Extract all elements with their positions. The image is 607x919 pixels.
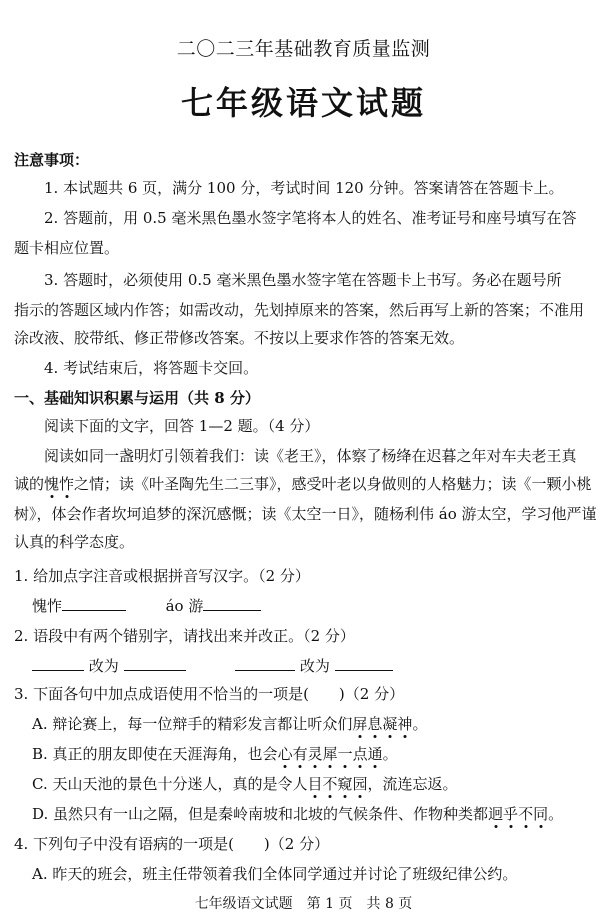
dotted-idiom-d [488, 805, 548, 823]
passage-line-1: 阅读如同一盏明灯引领着我们：读《老王》，体察了杨绛在迟暮之年对车夫老王真 [44, 447, 577, 465]
passage-text: 之情；读《叶圣陶先生二三事》，感受叶老以身做则的人格魅力；读《一颗小桃 [74, 475, 592, 493]
exam-subtitle: 二〇二三年基础教育质量监测 [176, 38, 431, 60]
emphasis-char: 神 [397, 715, 413, 733]
note-item-3: 3. 答题时，必须使用 0.5 毫米黑色墨水签字笔在答题卡上书写。务必在题号所 [44, 271, 562, 289]
question-3-stem: 3. 下面各句中加点成语使用不恰当的一项是( )（2 分） [14, 685, 405, 703]
note-item-3-cont1: 指示的答题区域内作答；如需改动，先划掉原来的答案，然后再写上新的答案；不准用 [14, 301, 585, 319]
q1-word-1: 愧怍 [32, 597, 63, 615]
q3-option-d [14, 804, 594, 824]
emphasis-char: 愧 [44, 475, 60, 493]
emphasis-char: 一 [337, 745, 353, 763]
option-text: D. 虽然只有一山之隔，但是秦岭南坡和北坡的气候条件、作物种类都 [32, 805, 489, 823]
passage-line-3: 树》，体会作者坎坷追梦的深沉感慨；读《太空一日》，随杨利伟 áo 游太空，学习他严谨 [14, 505, 597, 523]
q1-blank-1[interactable] [62, 596, 126, 611]
notes-heading: 注意事项： [14, 151, 90, 169]
emphasis-char: 息 [367, 715, 383, 733]
q2-change-label-1: 改为 [88, 657, 119, 675]
emphasis-char: 心 [277, 745, 293, 763]
question-2-stem: 2. 语段中有两个错别字，请找出来并改正。（2 分） [14, 627, 355, 645]
option-text: B. 真正的朋友即使在天涯海角，也会 [32, 745, 278, 763]
note-item-2-cont: 题卡相应位置。 [14, 239, 120, 257]
emphasis-char: 凝 [382, 715, 398, 733]
q2-blank-1[interactable] [32, 656, 84, 671]
option-text: 。 [548, 805, 564, 823]
exam-title: 七年级语文试题 [180, 84, 426, 122]
q1-blank-2[interactable] [203, 596, 261, 611]
note-item-1: 1. 本试题共 6 页，满分 100 分，考试时间 120 分钟。答案请答在答题卡上。 [44, 179, 564, 197]
emphasis-char: 迥 [488, 805, 504, 823]
emphasis-char: 屏 [352, 715, 368, 733]
note-item-2: 2. 答题前，用 0.5 毫米黑色墨水签字笔将本人的姓名、准考证号和座号填写在答 [44, 209, 577, 227]
q2-blank-2[interactable] [124, 656, 186, 671]
question-1-answers [14, 596, 594, 616]
option-text: A. 辩论赛上，每一位辩手的精彩发言都让听众们 [32, 715, 353, 733]
emphasis-char: 不 [322, 775, 338, 793]
emphasis-char: 通 [367, 745, 383, 763]
question-1-stem: 1. 给加点字注音或根据拼音写汉字。（2 分） [14, 567, 310, 585]
section-1-heading: 一、基础知识积累与运用（共 8 分） [14, 389, 260, 407]
emphasis-char: 灵 [307, 745, 323, 763]
note-item-4: 4. 考试结束后，将答题卡交回。 [44, 359, 259, 377]
emphasis-char: 点 [352, 745, 368, 763]
q2-change-label-2: 改为 [299, 657, 330, 675]
q2-blank-4[interactable] [335, 656, 393, 671]
passage-line-4: 认真的科学态度。 [14, 533, 135, 551]
option-text: C. 天山天池的景色十分迷人，真的是令人 [32, 775, 308, 793]
option-text: 。 [382, 745, 398, 763]
option-text: 。 [412, 715, 428, 733]
passage-text: 诚的 [14, 475, 45, 493]
emphasis-char: 同 [533, 805, 549, 823]
q3-option-c [14, 774, 594, 794]
emphasis-char: 有 [292, 745, 308, 763]
emphasis-char: 不 [518, 805, 534, 823]
q2-blank-3[interactable] [235, 656, 295, 671]
section-1-intro: 阅读下面的文字，回答 1—2 题。（4 分） [44, 417, 320, 435]
passage-line-2 [14, 474, 594, 494]
emphasis-char: 目 [307, 775, 323, 793]
dotted-idiom-c [307, 775, 367, 793]
q3-option-b [14, 744, 594, 764]
dotted-idiom-a [352, 715, 412, 733]
page-footer: 七年级语文试题 第 1 页 共 8 页 [194, 896, 413, 912]
note-item-3-cont2: 涂改液、胶带纸、修正带修改答案。不按以上要求作答的答案无效。 [14, 329, 465, 347]
emphasis-char: 怍 [59, 475, 75, 493]
question-2-answers [14, 656, 594, 676]
option-text: ，流连忘返。 [367, 775, 458, 793]
q3-option-a [14, 714, 594, 734]
emphasis-char: 园 [352, 775, 368, 793]
q4-option-a: A. 昨天的班会，班主任带领着我们全体同学通过并讨论了班级纪律公约。 [32, 865, 518, 883]
emphasis-char: 乎 [503, 805, 519, 823]
dotted-word-kuizuo [44, 475, 74, 493]
emphasis-char: 窥 [337, 775, 353, 793]
dotted-idiom-b [278, 745, 383, 763]
emphasis-char: 犀 [322, 745, 338, 763]
q1-word-2: áo 游 [165, 597, 204, 615]
question-4-stem: 4. 下列句子中没有语病的一项是( )（2 分） [14, 835, 330, 853]
